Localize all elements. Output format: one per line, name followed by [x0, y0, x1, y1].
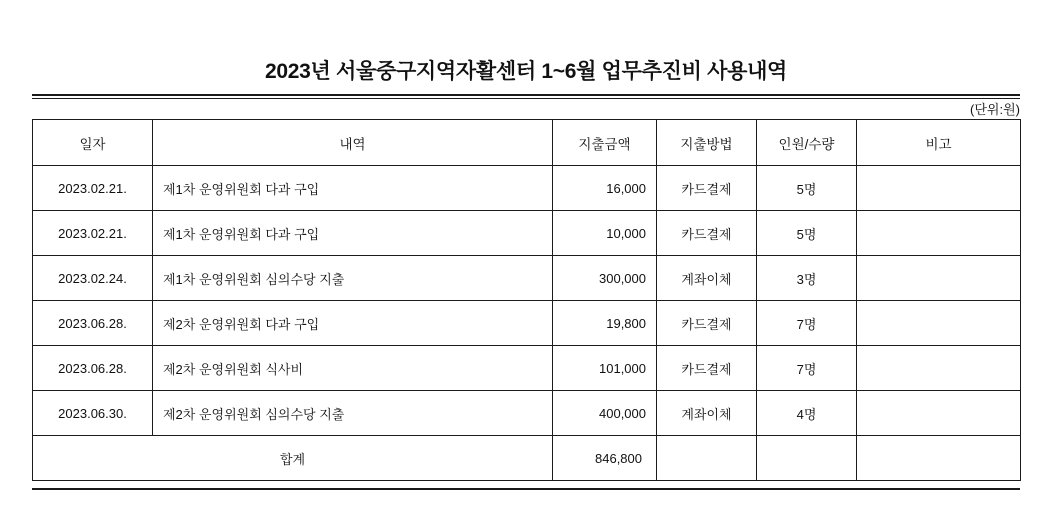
- unit-note: (단위:원): [970, 102, 1020, 117]
- table-header-row: [33, 120, 1021, 166]
- cell-description: 제2차 운영위원회 다과 구입: [153, 301, 553, 346]
- cell-total-note: [857, 436, 1021, 481]
- cell-total-method: [657, 436, 757, 481]
- cell-method: 카드결제: [657, 346, 757, 391]
- cell-method: 계좌이체: [657, 391, 757, 436]
- table-row: [33, 301, 1021, 346]
- cell-note: [857, 256, 1021, 301]
- cell-amount: 19,800: [553, 301, 657, 346]
- cell-note: [857, 391, 1021, 436]
- cell-note: [857, 346, 1021, 391]
- cell-note: [857, 301, 1021, 346]
- cell-description: 제2차 운영위원회 심의수당 지출: [153, 391, 553, 436]
- cell-description: 제1차 운영위원회 심의수당 지출: [153, 256, 553, 301]
- cell-method: 카드결제: [657, 166, 757, 211]
- column-header-date: 일자: [33, 120, 153, 166]
- cell-date: 2023.06.30.: [33, 391, 153, 436]
- cell-count: 5명: [757, 166, 857, 211]
- table-total-row: [33, 436, 1021, 481]
- cell-amount: 10,000: [553, 211, 657, 256]
- cell-amount: 16,000: [553, 166, 657, 211]
- cell-count: 4명: [757, 391, 857, 436]
- expense-table: [32, 119, 1021, 481]
- table-row: [33, 166, 1021, 211]
- cell-amount: 101,000: [553, 346, 657, 391]
- cell-count: 7명: [757, 301, 857, 346]
- footer-divider: [32, 488, 1020, 490]
- table-header: [33, 120, 1021, 166]
- cell-method: 카드결제: [657, 301, 757, 346]
- column-header-amount: 지출금액: [553, 120, 657, 166]
- cell-description: 제1차 운영위원회 다과 구입: [153, 166, 553, 211]
- cell-amount: 400,000: [553, 391, 657, 436]
- cell-total-count: [757, 436, 857, 481]
- table-row: [33, 346, 1021, 391]
- cell-date: 2023.02.21.: [33, 166, 153, 211]
- cell-date: 2023.02.24.: [33, 256, 153, 301]
- table-row: [33, 391, 1021, 436]
- cell-total-label: 합계: [33, 436, 553, 481]
- cell-date: 2023.02.21.: [33, 211, 153, 256]
- cell-method: 계좌이체: [657, 256, 757, 301]
- table-body: [33, 166, 1021, 481]
- cell-date: 2023.06.28.: [33, 301, 153, 346]
- cell-total-amount: 846,800: [553, 436, 657, 481]
- column-header-note: 비고: [857, 120, 1021, 166]
- column-header-description: 내역: [153, 120, 553, 166]
- cell-note: [857, 166, 1021, 211]
- cell-description: 제2차 운영위원회 식사비: [153, 346, 553, 391]
- header-divider: [32, 94, 1020, 99]
- cell-method: 카드결제: [657, 211, 757, 256]
- column-header-method: 지출방법: [657, 120, 757, 166]
- cell-count: 3명: [757, 256, 857, 301]
- cell-note: [857, 211, 1021, 256]
- column-header-count: 인원/수량: [757, 120, 857, 166]
- table-row: [33, 256, 1021, 301]
- cell-count: 7명: [757, 346, 857, 391]
- cell-amount: 300,000: [553, 256, 657, 301]
- cell-count: 5명: [757, 211, 857, 256]
- page-title: 2023년 서울중구지역자활센터 1~6월 업무추진비 사용내역: [264, 60, 788, 83]
- cell-description: 제1차 운영위원회 다과 구입: [153, 211, 553, 256]
- cell-date: 2023.06.28.: [33, 346, 153, 391]
- table-row: [33, 211, 1021, 256]
- divider-thin-line: [32, 98, 1020, 99]
